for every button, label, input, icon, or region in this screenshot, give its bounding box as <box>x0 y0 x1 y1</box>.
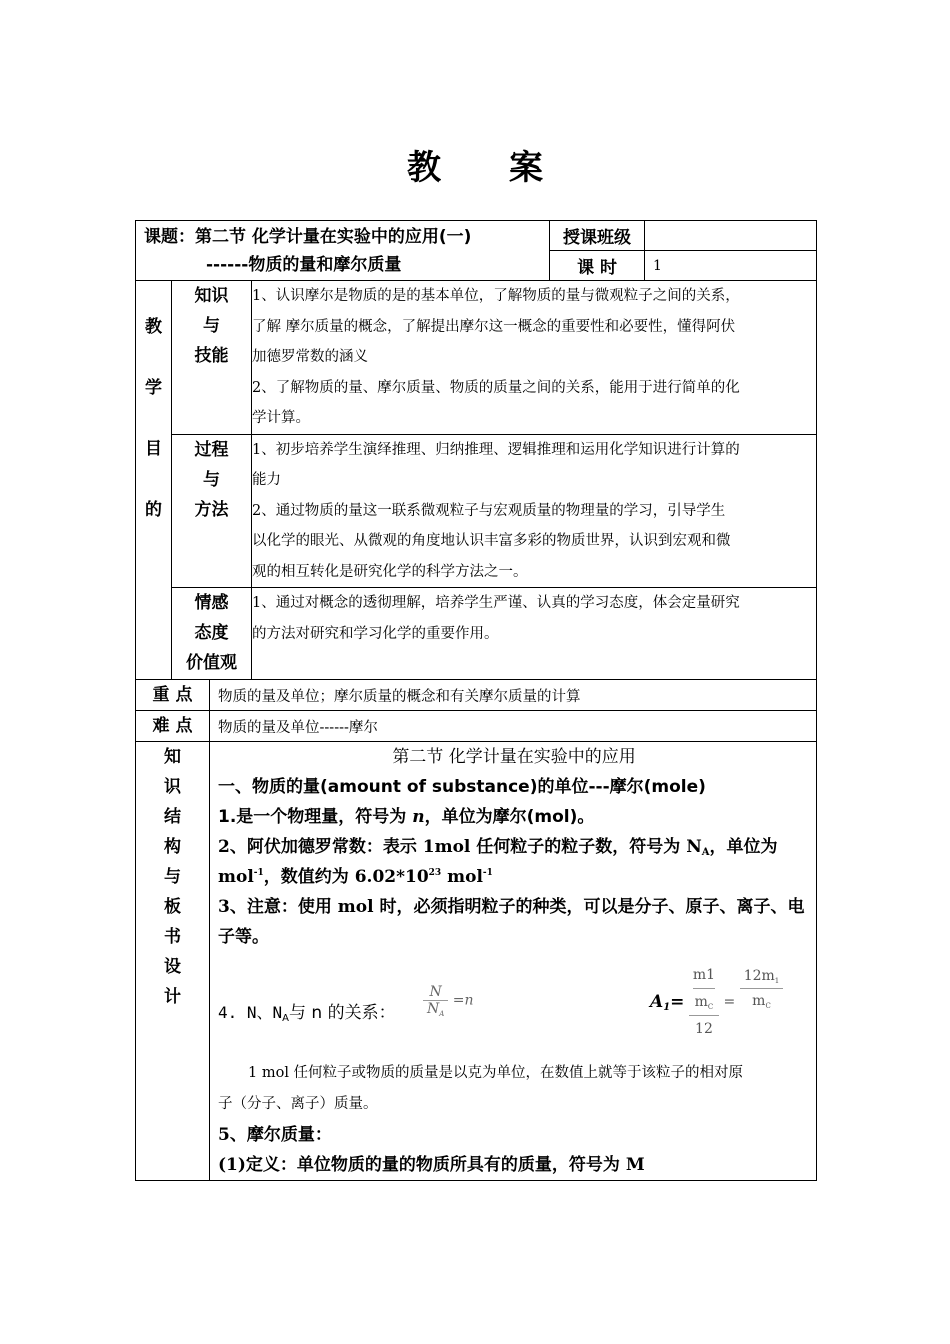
point-2-text-b: ，单位为 <box>709 837 778 857</box>
formula-n <box>423 984 474 1017</box>
objectives-label-char: 教 <box>145 317 162 337</box>
point-2-sup2: 23 <box>428 868 442 878</box>
text-line: 以化学的眼光、从微观的角度地认识丰富多彩的物质世界，认识到宏观和微 <box>252 533 731 549</box>
objectives-label-char: 学 <box>145 378 162 398</box>
board-label-char: 书 <box>164 927 181 947</box>
formula-a1-lhs-sub: 1 <box>663 1002 671 1013</box>
point-2-sup1: -1 <box>253 868 264 878</box>
section-1-title <box>218 772 810 802</box>
point-1 <box>218 802 810 832</box>
emotion-values-label <box>172 588 252 680</box>
board-label-char: 结 <box>164 807 181 827</box>
text-line: 的方法对研究和学习化学的重要作用。 <box>252 625 499 642</box>
section-1-text: 一、物质的量(amount of substance)的单位---摩尔(mole) <box>218 777 706 797</box>
board-label-char: 知 <box>164 747 181 767</box>
point-3 <box>218 892 810 952</box>
period-value: 1 <box>645 251 817 281</box>
section-5-title: 5、摩尔质量： <box>218 1125 332 1145</box>
text-line: 2、通过物质的量这一联系微观粒子与宏观质量的物理量的学习，引导学生 <box>252 502 726 519</box>
knowledge-skills-text <box>252 281 817 435</box>
formula-a1-fraction <box>689 962 719 1042</box>
formula-n-rhs: =n <box>452 992 474 1009</box>
point-4-label <box>218 998 396 1023</box>
board-label-char: 与 <box>164 867 181 887</box>
point-4-label-b: 与 n 的关系： <box>289 1003 396 1023</box>
board-design-content <box>210 742 817 1181</box>
point-3-line-1: 3、注意：使用 mol 时，必须指明粒子的种类，可以是分子、原子、离子、电 <box>218 897 805 917</box>
document-title <box>0 140 950 189</box>
objectives-label-char: 目 <box>145 439 162 459</box>
point-2-text-e: mol <box>441 867 483 887</box>
text-line: 学计算。 <box>252 410 310 426</box>
point-1-text-b: ，单位为摩尔(mol)。 <box>424 807 595 827</box>
point-2-text-a: 2、阿伏加德罗常数：表示 1mol 任何粒子的粒子数，符号为 N <box>218 837 702 857</box>
formula-n-denominator <box>423 1001 448 1017</box>
den2-sub: C <box>765 1002 771 1010</box>
point-2-sup3: -1 <box>482 868 493 878</box>
difficulty-label: 难 点 <box>136 711 210 742</box>
den-symbol: N <box>427 1001 440 1017</box>
label-line: 与 <box>203 469 220 490</box>
num-bot-sub: C <box>707 1003 714 1011</box>
label-line: 态度 <box>194 623 229 643</box>
class-label: 授课班级 <box>550 221 645 251</box>
lesson-plan-table <box>135 220 817 1181</box>
knowledge-skills-label <box>172 281 252 435</box>
label-line: 过程 <box>194 439 229 460</box>
title-char-1: 教 <box>407 148 441 188</box>
emotion-values-text <box>252 588 817 680</box>
text-line: 2、了解物质的量、摩尔质量、物质的质量之间的关系，能用于进行简单的化 <box>252 379 740 396</box>
formula-a1-lhs: A <box>650 992 664 1012</box>
objectives-label-char: 的 <box>145 500 162 520</box>
formula-n-numerator: N <box>423 984 448 1001</box>
formula-a1-denominator: 12 <box>695 1021 713 1037</box>
text-line: 观的相互转化是研究化学的科学方法之一。 <box>252 563 528 580</box>
formula-a1-fraction-2 <box>740 964 784 1013</box>
board-design-label <box>136 742 210 1181</box>
point-4-formulas <box>218 962 810 1054</box>
point-4-note <box>218 1058 810 1120</box>
text-line: 1、初步培养学生演绎推理、归纳推理、逻辑推理和运用化学知识进行计算的 <box>252 441 740 458</box>
label-line: 技能 <box>194 346 229 366</box>
label-line: 与 <box>203 316 220 336</box>
num-top: m1 <box>693 962 715 989</box>
point-2-text-c: mol <box>218 867 254 887</box>
class-value <box>645 221 817 251</box>
point-2 <box>218 832 810 892</box>
key-point-text: 物质的量及单位；摩尔质量的概念和有关摩尔质量的计算 <box>210 680 817 711</box>
label-line: 知识 <box>194 286 229 306</box>
den2: m <box>752 993 766 1009</box>
period-label: 课 时 <box>550 251 645 281</box>
formula-n-fraction <box>423 984 448 1017</box>
point-2-text-d: ，数值约为 6.02*10 <box>263 867 429 887</box>
objectives-label <box>136 281 172 680</box>
point-1-text-a: 1.是一个物理量，符号为 <box>218 807 413 827</box>
text-line: 1、通过对概念的透彻理解，培养学生严谨、认真的学习态度，体会定量研究 <box>252 595 740 611</box>
num2: 12m <box>743 968 775 984</box>
text-line: 加德罗常数的涵义 <box>252 349 368 365</box>
board-heading: 第二节 化学计量在实验中的应用 <box>392 747 636 767</box>
den-sub: A <box>439 1010 445 1018</box>
text-line: 能力 <box>252 472 281 488</box>
point-2-sub: A <box>701 847 710 858</box>
label-line: 方法 <box>194 499 229 520</box>
topic-cell <box>136 221 550 281</box>
board-label-char: 识 <box>164 777 181 797</box>
text-line: 了解 摩尔质量的概念，了解提出摩尔这一概念的重要性和必要性，懂得阿伏 <box>252 318 736 335</box>
fraction-2-numerator <box>740 964 784 989</box>
num-bot: m <box>694 994 708 1010</box>
difficulty-text: 物质的量及单位------摩尔 <box>210 711 817 742</box>
note-line-2: 子（分子、离子）质量。 <box>218 1096 378 1112</box>
point-4-sub: A <box>282 1013 290 1024</box>
board-label-char: 设 <box>164 957 181 977</box>
num2-sub: 1 <box>774 977 780 985</box>
board-label-char: 构 <box>164 837 181 857</box>
point-3-line-2: 子等。 <box>218 927 269 947</box>
text-line: 1、认识摩尔是物质的是的基本单位，了解物质的量与微观粒子之间的关系， <box>252 288 740 304</box>
label-line: 情感 <box>194 593 229 613</box>
formula-a1-numerator <box>689 962 719 1016</box>
key-point-label: 重 点 <box>136 680 210 711</box>
process-method-text <box>252 434 817 588</box>
point-4-label-a: 4. N、N <box>218 1003 283 1022</box>
process-method-label <box>172 434 252 588</box>
topic-line-1: 课题：第二节 化学计量在实验中的应用(一) <box>144 227 472 247</box>
formula-a1 <box>650 962 783 1042</box>
note-line-1: 1 mol 任何粒子或物质的质量是以克为单位，在数值上就等于该粒子的相对原 <box>248 1065 744 1081</box>
formula-a1-eq2: = <box>723 994 736 1010</box>
board-label-char: 板 <box>164 897 181 917</box>
board-label-char: 计 <box>164 987 181 1007</box>
topic-line-2: ------物质的量和摩尔质量 <box>206 255 402 275</box>
section-5-definition: (1)定义：单位物质的量的物质所具有的质量，符号为 M <box>218 1155 645 1175</box>
fraction-2-denominator <box>740 989 784 1013</box>
formula-a1-eq: = <box>670 992 685 1012</box>
point-1-symbol: n <box>412 807 425 827</box>
label-line: 价值观 <box>186 653 237 673</box>
title-char-2: 案 <box>509 148 543 188</box>
